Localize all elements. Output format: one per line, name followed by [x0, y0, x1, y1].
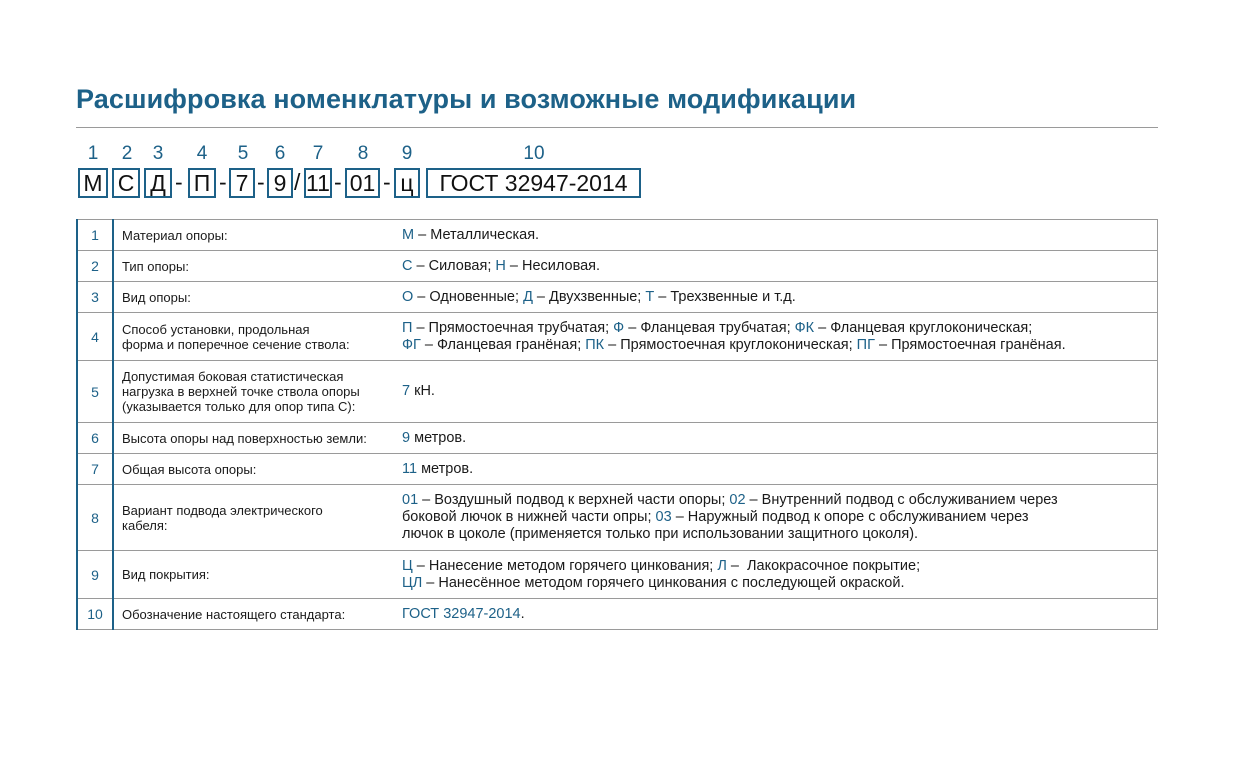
row-value-line	[402, 558, 1157, 575]
value-text: – Фланцевая трубчатая;	[624, 319, 795, 336]
code-position-number: 4	[196, 143, 208, 164]
code-part-box: 11	[304, 168, 332, 198]
code-part-box: П	[188, 168, 216, 198]
table-row	[77, 423, 1158, 454]
code-part-box: 01	[345, 168, 380, 198]
code-separator: -	[219, 169, 227, 195]
row-label	[113, 251, 394, 282]
table-row	[77, 551, 1158, 599]
row-value	[394, 251, 1158, 282]
code-key: 01	[402, 492, 419, 508]
code-part-box: Д	[144, 168, 172, 198]
row-label-line: кабеля:	[122, 517, 168, 533]
code-key: 02	[729, 492, 746, 508]
value-text: метров.	[410, 429, 467, 446]
row-label-line: Способ установки, продольная	[122, 321, 310, 337]
row-number: 7	[77, 454, 113, 485]
value-text: – Нанесённое методом горячего цинкования с последующей окраской.	[422, 574, 905, 591]
code-key: Н	[495, 257, 506, 274]
code-position-number: 6	[274, 143, 286, 164]
row-value-line	[402, 526, 1157, 543]
row-label-line: форма и поперечное сечение ствола:	[122, 336, 350, 352]
code-key: 9	[402, 429, 411, 446]
row-value-line	[402, 461, 1157, 478]
code-position-number: 8	[357, 143, 369, 164]
row-value	[394, 551, 1158, 599]
code-key: ФК	[794, 319, 815, 336]
nomenclature-table	[76, 219, 1158, 630]
row-label	[113, 313, 394, 361]
row-value	[394, 313, 1158, 361]
code-part-box: 9	[267, 168, 293, 198]
row-label-line: Тип опоры:	[122, 258, 189, 274]
row-value	[394, 220, 1158, 251]
code-part-box: С	[112, 168, 140, 198]
code-part-box: М	[78, 168, 108, 198]
row-value-line	[402, 492, 1157, 509]
value-text: – Воздушный подвод к верхней части опоры;	[418, 492, 730, 508]
value-text: лючок в цоколе (применяется только при использовании защитного цоколя).	[402, 526, 919, 542]
value-text: метров.	[417, 460, 474, 477]
value-text: – Силовая;	[412, 257, 496, 274]
row-number: 8	[77, 485, 113, 551]
code-position-number: 5	[237, 143, 249, 164]
table-row	[77, 454, 1158, 485]
code-key: Т	[645, 288, 655, 305]
row-value-line	[402, 575, 1157, 592]
row-value-line	[402, 289, 1157, 306]
row-label-line: Общая высота опоры:	[122, 461, 257, 477]
code-key: Ц	[402, 557, 413, 574]
value-text: – Наружный подвод к опоре с обслуживанием через	[671, 509, 1029, 525]
code-key: ПК	[585, 336, 605, 353]
value-text: – Внутренний подвод с обслуживанием через	[745, 492, 1058, 508]
code-key: Ф	[613, 319, 625, 336]
table-row	[77, 313, 1158, 361]
table-row	[77, 599, 1158, 630]
value-text: – Фланцевая гранёная;	[420, 336, 586, 353]
row-label-line: Допустимая боковая статистическая	[122, 369, 344, 384]
row-label	[113, 599, 394, 630]
row-number: 3	[77, 282, 113, 313]
code-separator: -	[175, 169, 183, 195]
code-key: Д	[523, 288, 533, 305]
row-label	[113, 220, 394, 251]
code-position-number: 3	[152, 143, 164, 164]
value-text: – Металлическая.	[414, 226, 540, 243]
value-text: кН.	[410, 383, 435, 399]
code-position-number: 9	[401, 143, 413, 164]
code-part-box: ц	[394, 168, 420, 198]
table-row	[77, 485, 1158, 551]
row-number: 10	[77, 599, 113, 630]
row-label	[113, 485, 394, 551]
row-value-line	[402, 227, 1157, 244]
row-value-line	[402, 337, 1157, 354]
row-value	[394, 423, 1158, 454]
value-text: – Прямостоечная круглоконическая;	[604, 336, 857, 353]
table-row	[77, 220, 1158, 251]
code-key: ПГ	[856, 336, 875, 353]
row-label	[113, 423, 394, 454]
row-value	[394, 599, 1158, 630]
row-number: 1	[77, 220, 113, 251]
row-label-line: Материал опоры:	[122, 227, 228, 243]
value-text: – Нанесение методом горячего цинкования;	[412, 557, 718, 574]
row-label-line: Вид опоры:	[122, 289, 191, 305]
row-number: 6	[77, 423, 113, 454]
row-label-line: Высота опоры над поверхностью земли:	[122, 430, 367, 446]
row-label	[113, 454, 394, 485]
row-value-line	[402, 320, 1157, 337]
value-text: – Прямостоечная гранёная.	[874, 336, 1066, 353]
row-label	[113, 551, 394, 599]
code-key: Л	[717, 557, 727, 574]
code-position-number: 2	[121, 143, 133, 164]
value-text: – Двухзвенные;	[532, 288, 646, 305]
row-value	[394, 361, 1158, 423]
code-separator: -	[334, 169, 342, 195]
code-separator: -	[383, 169, 391, 195]
code-position-number: 7	[312, 143, 324, 164]
row-label	[113, 282, 394, 313]
page-title: Расшифровка номенклатуры и возможные модификации	[76, 84, 857, 114]
row-value	[394, 454, 1158, 485]
code-position-number: 10	[523, 143, 545, 164]
row-value	[394, 485, 1158, 551]
value-text: – Одновенные;	[413, 288, 524, 305]
row-value-line	[402, 383, 1157, 400]
row-value-line	[402, 509, 1157, 526]
code-key: ЦЛ	[402, 574, 423, 591]
table-row	[77, 361, 1158, 423]
row-label-line: Обозначение настоящего стандарта:	[122, 606, 346, 622]
row-number: 5	[77, 361, 113, 423]
value-text: – Фланцевая круглоконическая;	[814, 319, 1033, 336]
code-part-box: 7	[229, 168, 255, 198]
code-key: С	[402, 257, 413, 274]
code-key: ГОСТ 32947-2014	[402, 605, 521, 622]
row-label	[113, 361, 394, 423]
row-label-line: нагрузка в верхней точке ствола опоры	[122, 384, 360, 399]
code-key: П	[402, 319, 413, 336]
row-number: 9	[77, 551, 113, 599]
row-value-line	[402, 430, 1157, 447]
value-text: – Несиловая.	[505, 257, 601, 274]
row-label-line: Вариант подвода электрического	[122, 502, 323, 518]
code-part-box-standard: ГОСТ 32947-2014	[426, 168, 641, 198]
row-number: 2	[77, 251, 113, 282]
code-position-number: 1	[87, 143, 99, 164]
title-divider	[76, 127, 1158, 128]
row-label-line: (указывается только для опор типа С):	[122, 399, 356, 414]
code-key: 7	[402, 383, 411, 399]
value-text: – Лакокрасочное покрытие;	[726, 557, 921, 574]
table-row	[77, 282, 1158, 313]
code-separator: /	[294, 169, 301, 195]
row-value	[394, 282, 1158, 313]
table-row	[77, 251, 1158, 282]
code-key: ФГ	[402, 336, 421, 353]
row-value-line	[402, 606, 1157, 623]
value-text: – Трехзвенные и т.д.	[654, 288, 796, 305]
code-separator: -	[257, 169, 265, 195]
value-text: .	[520, 605, 525, 622]
code-key: М	[402, 226, 415, 243]
code-key: О	[402, 288, 414, 305]
value-text: – Прямостоечная трубчатая;	[412, 319, 614, 336]
row-value-line	[402, 258, 1157, 275]
code-key: 11	[402, 460, 418, 477]
row-number: 4	[77, 313, 113, 361]
code-key: 03	[655, 509, 672, 525]
row-label-line: Вид покрытия:	[122, 567, 210, 582]
value-text: боковой лючок в нижней части опры;	[402, 509, 656, 525]
